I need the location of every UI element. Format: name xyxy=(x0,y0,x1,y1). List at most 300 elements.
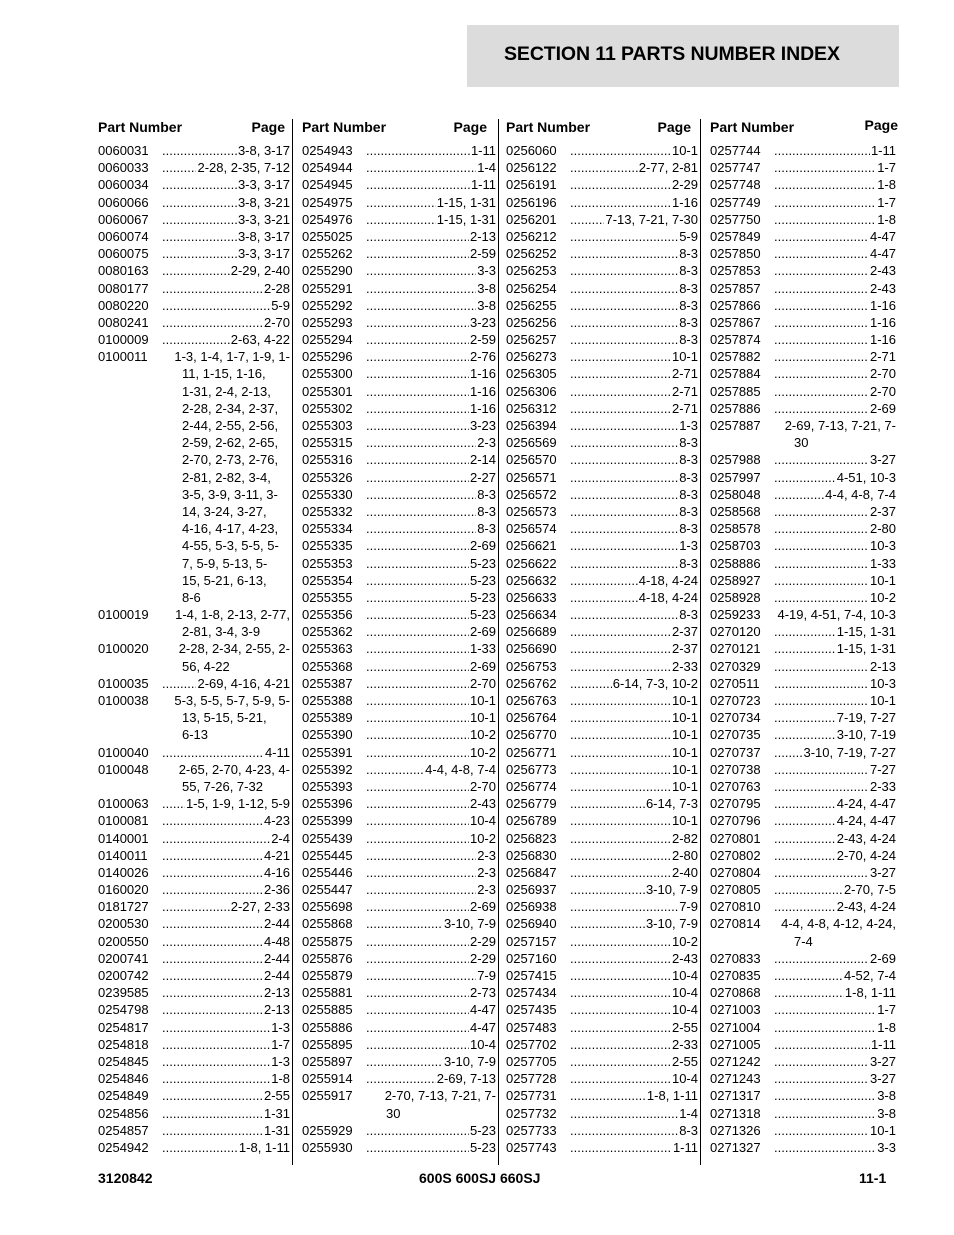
page-reference: ..... 10-4 xyxy=(671,1002,698,1018)
index-column-4 xyxy=(710,119,898,1165)
index-row xyxy=(506,537,700,554)
dot-leader xyxy=(366,640,498,657)
dot-leader xyxy=(570,778,700,795)
dot-leader xyxy=(366,726,498,743)
dot-leader xyxy=(570,692,700,709)
part-number: 0257988 xyxy=(710,452,761,468)
dot-leader xyxy=(774,795,898,812)
page-reference: ..... 3-8, 3-21 xyxy=(237,194,290,210)
page-reference: ..... 4-47 xyxy=(869,228,896,244)
part-number: 0254945 xyxy=(302,177,353,193)
page-reference: ..... 1-15, 1-31 xyxy=(836,641,896,657)
page-reference: ..... 8-3 xyxy=(477,521,496,537)
part-number: 0257857 xyxy=(710,280,761,296)
index-row xyxy=(710,503,898,520)
part-number: 0256633 xyxy=(506,589,557,605)
part-number: 0258703 xyxy=(710,538,761,554)
index-row xyxy=(302,314,498,331)
page-reference-line: 30 xyxy=(386,1105,401,1121)
index-row xyxy=(710,984,898,1001)
dot-leader xyxy=(570,1001,700,1018)
page-reference-line: 5-3, 5-5, 5-7, 5-9, 5- xyxy=(174,693,290,708)
dot-leader xyxy=(774,778,898,795)
page-reference: ..... 1-16 xyxy=(469,400,496,416)
part-number: 0255881 xyxy=(302,985,353,1001)
page-reference: ..... 2-33 xyxy=(671,1036,698,1052)
part-number: 0256394 xyxy=(506,418,557,433)
part-number: 0254857 xyxy=(98,1122,149,1138)
dot-leader xyxy=(774,555,898,572)
dot-leader xyxy=(774,451,898,468)
index-row xyxy=(506,761,700,778)
page-reference: ..... 2-28 xyxy=(263,280,290,296)
page-reference: ..... 5-9 xyxy=(679,228,698,244)
dot-leader xyxy=(570,262,700,279)
part-number: 0100038 xyxy=(98,693,149,708)
part-number: 0256191 xyxy=(506,177,557,193)
part-number: 0256847 xyxy=(506,864,557,880)
part-number: 0270802 xyxy=(710,847,761,863)
page-reference: ..... 2-59 xyxy=(469,246,496,262)
index-row xyxy=(506,228,700,245)
index-row xyxy=(710,915,898,949)
part-number: 0256571 xyxy=(506,469,557,485)
part-number: 0256573 xyxy=(506,503,557,519)
dot-leader xyxy=(366,262,498,279)
index-row xyxy=(302,623,498,640)
page-reference: ..... 4-11 xyxy=(264,744,290,760)
page-reference: ..... 10-1 xyxy=(469,693,496,708)
part-number: 0256690 xyxy=(506,641,557,657)
dot-leader xyxy=(570,761,700,778)
part-number: 0255355 xyxy=(302,589,353,605)
dot-leader xyxy=(162,228,292,245)
page-reference: ..... 2-29 xyxy=(469,933,496,949)
part-number: 0256770 xyxy=(506,727,557,743)
page-reference: ..... 4-16 xyxy=(263,864,290,880)
page-reference: ..... 2-70 xyxy=(469,778,496,794)
page-reference: ..... 1-7 xyxy=(877,1002,896,1018)
part-number: 0256622 xyxy=(506,555,557,571)
page-reference: ..... 8-3 xyxy=(477,503,496,519)
part-number: 0255290 xyxy=(302,263,353,279)
part-number: 0270735 xyxy=(710,727,761,743)
part-number: 0080241 xyxy=(98,314,149,330)
dot-leader xyxy=(162,795,292,812)
index-row xyxy=(302,675,498,692)
page-reference: ..... 8-3 xyxy=(679,314,698,330)
page-reference: ..... 10-1 xyxy=(671,813,698,829)
part-number: 0256312 xyxy=(506,400,557,416)
page-reference: ..... 1-11 xyxy=(470,177,496,193)
column-header xyxy=(302,119,498,137)
part-number: 0200550 xyxy=(98,933,149,949)
page-reference: ..... 2-37 xyxy=(869,503,896,519)
part-number: 0270814 xyxy=(710,916,761,932)
page-reference: ..... 1-16 xyxy=(869,314,896,330)
page-reference-line: 4-16, 4-17, 4-23, xyxy=(182,521,279,537)
dot-leader xyxy=(774,211,898,228)
index-row xyxy=(506,297,700,314)
index-row xyxy=(710,1036,898,1053)
part-number: 0255399 xyxy=(302,813,353,829)
page-reference: ..... 2-55 xyxy=(671,1019,698,1035)
part-number: 0271326 xyxy=(710,1122,761,1138)
part-number: 0256305 xyxy=(506,366,557,382)
page-references xyxy=(162,761,292,795)
page-reference: ..... 4-4, 4-8, 7-4 xyxy=(425,761,496,777)
dot-leader xyxy=(366,572,498,589)
index-row xyxy=(302,365,498,382)
index-row xyxy=(302,830,498,847)
page-reference: ..... 2-27, 2-33 xyxy=(230,899,290,915)
page-reference-line: 7, 5-9, 5-13, 5- xyxy=(182,555,268,571)
part-number: 0255292 xyxy=(302,297,353,313)
index-row xyxy=(98,331,292,348)
page-reference: 4-19, 4-51, 7-4, 10-3 xyxy=(777,607,896,623)
page-reference: ..... 3-23 xyxy=(469,418,496,433)
column-header xyxy=(98,119,292,137)
dot-leader xyxy=(570,675,700,692)
page-reference-line: 1-31, 2-4, 2-13, xyxy=(182,383,271,399)
dot-leader xyxy=(774,623,898,640)
dot-leader xyxy=(570,795,700,812)
part-number: 0270120 xyxy=(710,624,761,640)
dot-leader xyxy=(570,159,700,176)
index-row xyxy=(710,1001,898,1018)
page-reference: ..... 1-31 xyxy=(263,1105,290,1121)
part-number: 0254856 xyxy=(98,1105,149,1121)
index-row xyxy=(506,159,700,176)
page-reference: ..... 3-8 xyxy=(477,297,496,313)
index-row xyxy=(506,812,700,829)
page-number: 11-1 xyxy=(859,1170,887,1186)
page-reference: ..... 2-36 xyxy=(263,882,290,898)
index-row xyxy=(98,933,292,950)
dot-leader xyxy=(366,675,498,692)
index-column-2 xyxy=(302,119,499,1165)
page-reference: ..... 8-3 xyxy=(679,555,698,571)
page-reference: ..... 8-3 xyxy=(679,469,698,485)
part-number: 0181727 xyxy=(98,899,149,915)
dot-leader xyxy=(366,847,498,864)
index-row xyxy=(98,348,292,606)
part-number: 0200742 xyxy=(98,968,149,983)
index-row xyxy=(710,142,898,159)
dot-leader xyxy=(774,400,898,417)
page-reference: ..... 2-43 xyxy=(671,950,698,966)
dot-leader xyxy=(366,280,498,297)
part-number: 0255315 xyxy=(302,435,353,451)
part-number: 0257867 xyxy=(710,314,761,330)
dot-leader xyxy=(774,812,898,829)
part-number: 0254845 xyxy=(98,1053,149,1069)
index-row xyxy=(506,933,700,950)
page-reference: ..... 1-4 xyxy=(477,160,496,176)
index-column-1 xyxy=(98,119,293,1165)
dot-leader xyxy=(366,159,498,176)
index-row xyxy=(506,314,700,331)
page-reference: ..... 7-9 xyxy=(477,968,496,983)
part-number: 0257849 xyxy=(710,228,761,244)
page-reference: ..... 2-80 xyxy=(671,847,698,863)
dot-leader xyxy=(366,744,498,761)
part-number: 0256255 xyxy=(506,297,557,313)
index-row xyxy=(302,348,498,365)
index-row xyxy=(710,967,898,984)
part-number: 0257747 xyxy=(710,160,761,176)
index-row xyxy=(506,795,700,812)
page-heading: Page xyxy=(657,119,691,135)
dot-leader xyxy=(162,211,292,228)
page-reference: ..... 2-70 xyxy=(869,383,896,399)
index-row xyxy=(710,881,898,898)
index-row xyxy=(710,1053,898,1070)
index-row xyxy=(302,194,498,211)
dot-leader xyxy=(366,469,498,486)
dot-leader xyxy=(162,1053,292,1070)
dot-leader xyxy=(162,176,292,193)
part-number: 0060074 xyxy=(98,228,149,244)
page-reference: ..... 1-31 xyxy=(263,1122,290,1138)
index-row xyxy=(302,1122,498,1139)
dot-leader xyxy=(366,503,498,520)
page-reference: ..... 2-43, 4-24 xyxy=(836,899,896,915)
part-number: 0255879 xyxy=(302,968,353,983)
part-number: 0255876 xyxy=(302,950,353,966)
index-row xyxy=(302,692,498,709)
part-number: 0080163 xyxy=(98,263,149,279)
page-reference: ..... 7-27 xyxy=(869,761,896,777)
index-row xyxy=(98,262,292,279)
page-reference: ..... 1-7 xyxy=(877,160,896,176)
index-row xyxy=(302,262,498,279)
part-number: 0254849 xyxy=(98,1088,149,1104)
part-number: 0256572 xyxy=(506,486,557,502)
index-row xyxy=(506,709,700,726)
page-reference: ..... 8-3 xyxy=(679,297,698,313)
part-number: 0255391 xyxy=(302,744,353,760)
page-reference-line: 3-5, 3-9, 3-11, 3- xyxy=(182,486,278,502)
page-reference: ..... 8-3 xyxy=(679,1122,698,1138)
dot-leader xyxy=(366,933,498,950)
dot-leader xyxy=(570,726,700,743)
index-row xyxy=(710,365,898,382)
index-row xyxy=(506,1053,700,1070)
index-row xyxy=(710,262,898,279)
page-reference: ..... 2-33 xyxy=(671,658,698,674)
dot-leader xyxy=(162,142,292,159)
dot-leader xyxy=(366,537,498,554)
index-rows xyxy=(302,142,498,1156)
index-column-3 xyxy=(506,119,701,1165)
dot-leader xyxy=(366,812,498,829)
index-row xyxy=(506,847,700,864)
dot-leader xyxy=(570,400,700,417)
dot-leader xyxy=(774,348,898,365)
index-row xyxy=(302,761,498,778)
part-number: 0255262 xyxy=(302,246,353,262)
part-number: 0257415 xyxy=(506,968,557,983)
index-row xyxy=(98,228,292,245)
page-reference: ..... 2-44 xyxy=(263,950,290,966)
part-number: 0100048 xyxy=(98,761,149,777)
index-row xyxy=(98,1053,292,1070)
index-row xyxy=(98,1087,292,1104)
index-row xyxy=(302,572,498,589)
dot-leader xyxy=(774,658,898,675)
part-number: 0255929 xyxy=(302,1122,353,1138)
page-reference: ..... 2-13 xyxy=(263,985,290,1001)
page-reference: ..... 1-8 xyxy=(877,177,896,193)
index-row xyxy=(98,1139,292,1156)
page-reference: ..... 2-70, 7-5 xyxy=(843,882,896,898)
page-reference: ..... 10-1 xyxy=(671,143,698,158)
dot-leader xyxy=(774,245,898,262)
index-row xyxy=(710,159,898,176)
part-number: 0254817 xyxy=(98,1019,149,1035)
page-reference: ..... 1-8 xyxy=(877,1019,896,1035)
part-number: 0255439 xyxy=(302,830,353,846)
index-row xyxy=(710,830,898,847)
dot-leader xyxy=(774,864,898,881)
dot-leader xyxy=(162,915,292,932)
part-number: 0254944 xyxy=(302,160,353,176)
dot-leader xyxy=(162,297,292,314)
page-reference: ..... 1-11 xyxy=(672,1139,698,1155)
part-number: 0256753 xyxy=(506,658,557,674)
part-number: 0256252 xyxy=(506,246,557,262)
page-reference: ..... 1-16 xyxy=(671,194,698,210)
dot-leader xyxy=(774,830,898,847)
index-row xyxy=(302,1019,498,1036)
page-reference: ..... 10-1 xyxy=(671,761,698,777)
dot-leader xyxy=(570,847,700,864)
page-reference-line: 8-6 xyxy=(182,589,201,605)
dot-leader xyxy=(366,245,498,262)
index-row xyxy=(302,228,498,245)
page-reference-line: 2-70, 7-13, 7-21, 7- xyxy=(384,1088,496,1104)
dot-leader xyxy=(570,1036,700,1053)
page-reference: ..... 3-10, 7-9 xyxy=(443,1053,496,1069)
dot-leader xyxy=(774,589,898,606)
page-reference: ..... 8-3 xyxy=(679,486,698,502)
dot-leader xyxy=(774,331,898,348)
index-row xyxy=(710,537,898,554)
page-reference: ..... 1-3 xyxy=(271,1019,290,1035)
index-row xyxy=(710,331,898,348)
part-number: 0255362 xyxy=(302,624,353,640)
index-row xyxy=(506,1070,700,1087)
dot-leader xyxy=(570,314,700,331)
page-reference: ..... 1-5, 1-9, 1-12, 5-9 xyxy=(185,796,290,812)
part-number: 0258048 xyxy=(710,486,761,502)
page-reference: ..... 1-33 xyxy=(869,555,896,571)
part-number: 0256201 xyxy=(506,211,557,227)
dot-leader xyxy=(774,967,898,984)
index-row xyxy=(506,365,700,382)
index-row xyxy=(302,984,498,1001)
dot-leader xyxy=(774,881,898,898)
index-row xyxy=(710,228,898,245)
part-number: 0255301 xyxy=(302,383,353,399)
part-number: 0080220 xyxy=(98,297,149,313)
index-row xyxy=(98,1070,292,1087)
page-reference: ..... 3-3 xyxy=(877,1139,896,1155)
page-reference: ..... 8-3 xyxy=(679,607,698,623)
page-reference: ..... 8-3 xyxy=(679,435,698,451)
part-number: 0255917 xyxy=(302,1088,353,1104)
dot-leader xyxy=(774,520,898,537)
page-reference: ..... 2-43, 4-24 xyxy=(836,830,896,846)
page-reference: ..... 4-52, 7-4 xyxy=(843,968,896,983)
part-number: 0255294 xyxy=(302,332,353,348)
page-reference: ..... 4-24, 4-47 xyxy=(836,813,896,829)
index-row xyxy=(98,692,292,744)
part-number-heading: Part Number xyxy=(710,119,795,135)
part-number: 0270835 xyxy=(710,968,761,983)
part-number: 0060066 xyxy=(98,194,149,210)
page-reference: ..... 2-43 xyxy=(869,280,896,296)
page-reference: ..... 1-8 xyxy=(271,1071,290,1087)
page-reference: ..... 2-28, 2-35, 7-12 xyxy=(197,160,290,176)
page-reference: ..... 2-69 xyxy=(869,400,896,416)
part-number: 0270805 xyxy=(710,882,761,898)
part-number: 0256773 xyxy=(506,761,557,777)
dot-leader xyxy=(162,812,292,829)
dot-leader xyxy=(366,623,498,640)
part-number: 0270763 xyxy=(710,778,761,794)
page-reference-line: 1-4, 1-8, 2-13, 2-77, xyxy=(175,607,290,623)
part-number: 0257434 xyxy=(506,985,557,1001)
dot-leader xyxy=(774,709,898,726)
part-number: 0256574 xyxy=(506,521,557,537)
part-number: 0255368 xyxy=(302,658,353,674)
page-reference-line: 56, 4-22 xyxy=(182,658,230,674)
dot-leader xyxy=(570,520,700,537)
part-number: 0257483 xyxy=(506,1019,557,1035)
part-number: 0255353 xyxy=(302,555,353,571)
index-row xyxy=(98,915,292,932)
index-row xyxy=(98,744,292,761)
page-reference-line: 2-70, 2-73, 2-76, xyxy=(182,452,279,468)
index-row xyxy=(506,606,700,623)
dot-leader xyxy=(366,434,498,451)
dot-leader xyxy=(162,675,292,692)
dot-leader xyxy=(774,640,898,657)
part-number: 0140026 xyxy=(98,864,149,880)
part-number: 0256689 xyxy=(506,624,557,640)
page-reference: ..... 2-37 xyxy=(671,641,698,657)
index-row xyxy=(302,451,498,468)
dot-leader xyxy=(570,658,700,675)
part-number-heading: Part Number xyxy=(506,119,591,135)
dot-leader xyxy=(570,915,700,932)
page-reference: ..... 1-33 xyxy=(469,641,496,657)
part-number: 0257160 xyxy=(506,950,557,966)
part-number: 0100063 xyxy=(98,796,149,812)
part-number: 0255302 xyxy=(302,400,353,416)
dot-leader xyxy=(162,950,292,967)
dot-leader xyxy=(570,744,700,761)
dot-leader xyxy=(774,1070,898,1087)
index-row xyxy=(506,486,700,503)
index-row xyxy=(302,159,498,176)
index-row xyxy=(506,280,700,297)
page-reference: ..... 3-10, 7-19, 7-27 xyxy=(803,744,896,760)
page-reference: ..... 3-27 xyxy=(869,864,896,880)
page-reference: ..... 10-1 xyxy=(671,744,698,760)
